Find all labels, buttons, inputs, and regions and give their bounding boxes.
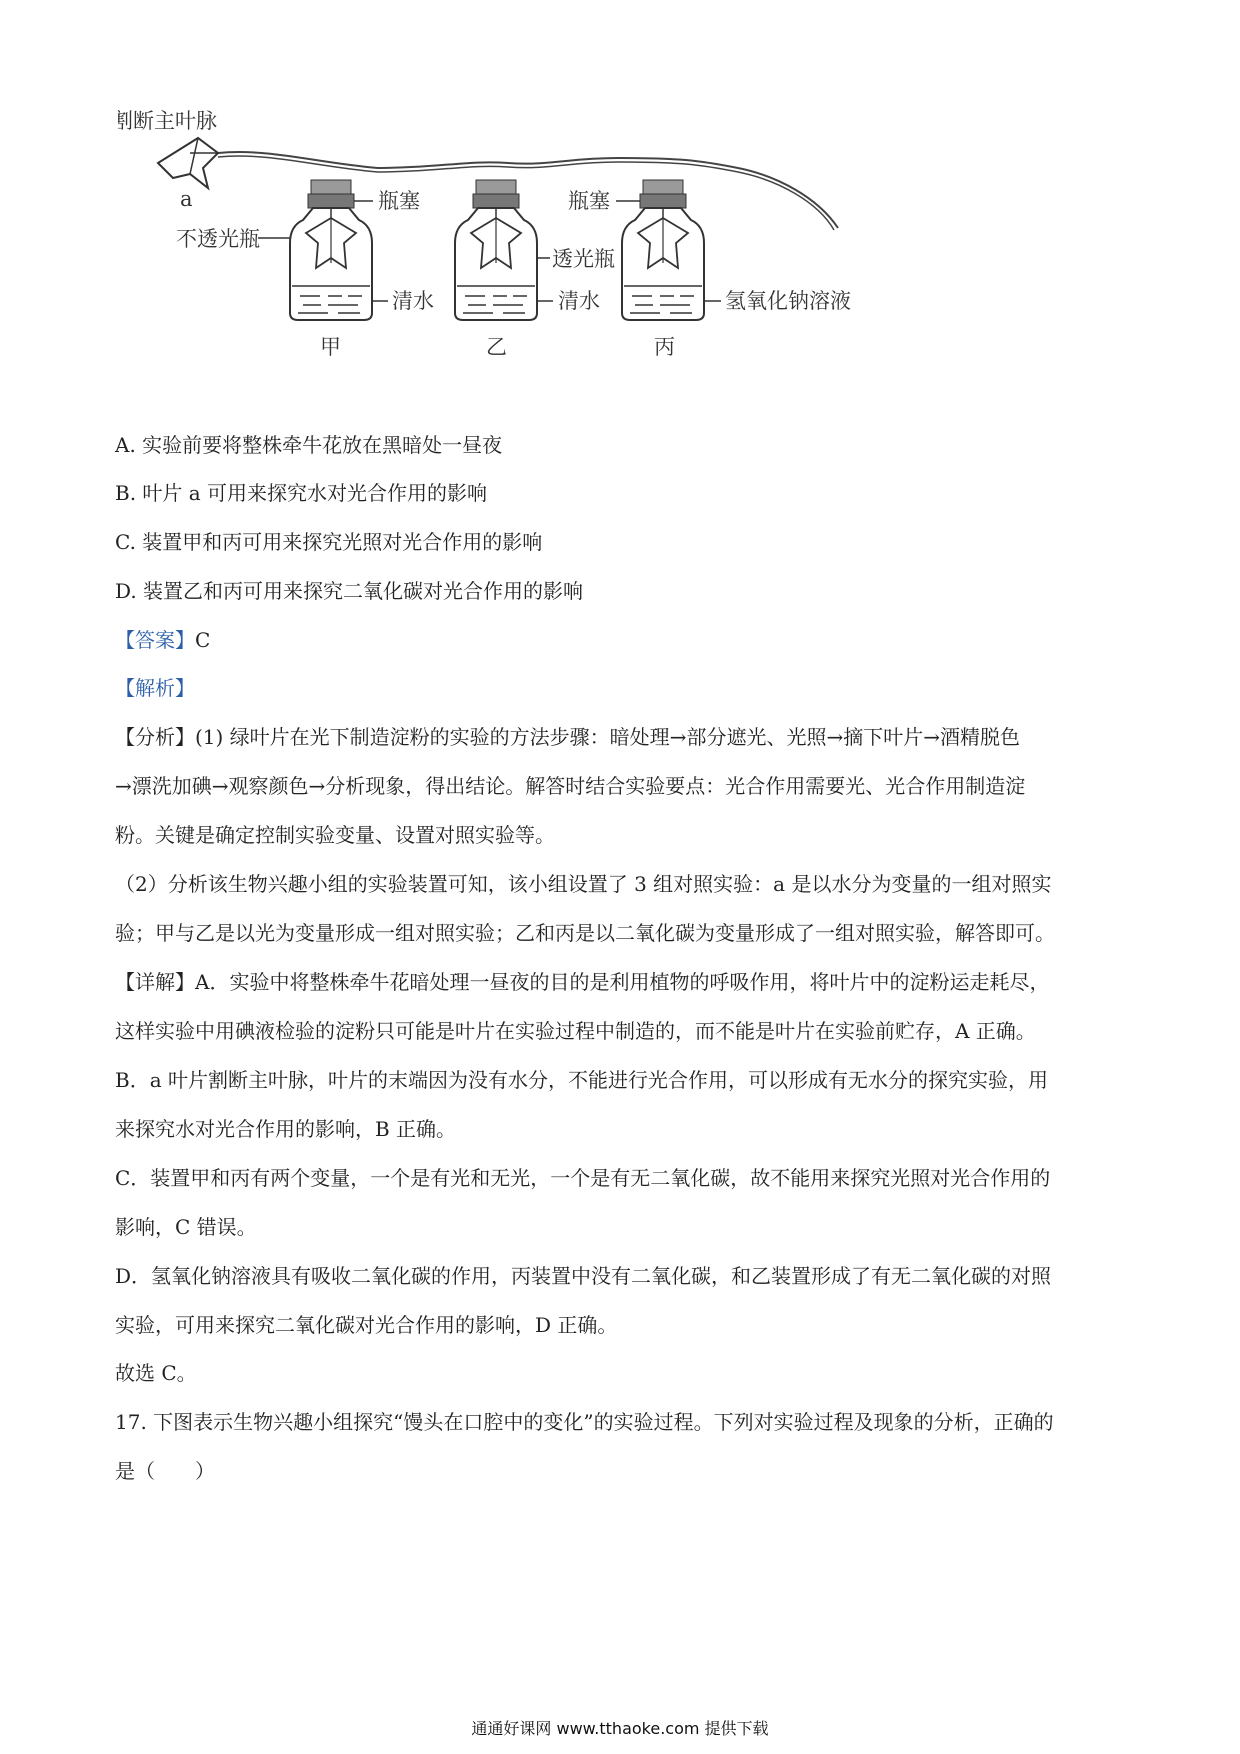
analysis-line-1: 【分析】(1) 绿叶片在光下制造淀粉的实验的方法步骤：暗处理→部分遮光、光照→摘下叶片→酒精脱色	[115, 725, 1020, 749]
analysis-line-4: （2）分析该生物兴趣小组的实验装置可知，该小组设置了 3 组对照实验：a 是以水分为变量的一组对照实	[115, 872, 1052, 896]
label-cut-vein: 割断主叶脉	[118, 109, 217, 133]
detail-line-3: B．a 叶片割断主叶脉，叶片的末端因为没有水分，不能进行光合作用，可以形成有无水分的探究实验，用	[115, 1068, 1048, 1092]
option-c: C. 装置甲和丙可用来探究光照对光合作用的影响	[115, 530, 543, 554]
conclusion-line: 故选 C。	[115, 1361, 197, 1385]
label-water-1: 清水	[392, 289, 434, 313]
analysis-line-3: 粉。关键是确定控制实验变量、设置对照实验等。	[115, 823, 555, 847]
answer-line	[115, 626, 1125, 654]
label-yi: 乙	[486, 335, 507, 359]
analysis-line-2: →漂洗加碘→观察颜色→分析现象，得出结论。解答时结合实验要点：光合作用需要光、光合作用制造淀	[115, 774, 1026, 798]
label-transparent-bottle: 透光瓶	[552, 247, 615, 271]
page-footer: 通通好课网 www.tthaoke.com 提供下载	[471, 1719, 769, 1738]
detail-line-6: 影响，C 错误。	[115, 1215, 257, 1239]
answer-value: C	[195, 628, 211, 652]
bottle-yi	[455, 180, 537, 320]
detail-line-4: 来探究水对光合作用的影响，B 正确。	[115, 1117, 457, 1141]
fenxi-tag: 【分析】	[115, 725, 195, 749]
option-a: A. 实验前要将整株牵牛花放在黑暗处一昼夜	[115, 433, 503, 457]
question-17-line-1: 17. 下图表示生物兴趣小组探究“馒头在口腔中的变化”的实验过程。下列对实验过程及现象的分析，正确的	[115, 1410, 1054, 1434]
answer-tag: 【答案】	[115, 628, 195, 652]
label-water-2: 清水	[558, 289, 600, 313]
analysis-line-5: 验；甲与乙是以光为变量形成一组对照实验；乙和丙是以二氧化碳为变量形成了一组对照实验，解答即可。	[115, 921, 1055, 945]
detail-line-2: 这样实验中用碘液检验的淀粉只可能是叶片在实验过程中制造的，而不能是叶片在实验前贮存，A 正确。	[115, 1019, 1036, 1043]
detail-line-1: 【详解】A．实验中将整株牵牛花暗处理一昼夜的目的是利用植物的呼吸作用，将叶片中的淀粉运走耗尽，	[115, 970, 1050, 994]
label-bing: 丙	[654, 335, 675, 359]
experiment-figure	[118, 108, 978, 408]
option-d: D. 装置乙和丙可用来探究二氧化碳对光合作用的影响	[115, 579, 584, 603]
label-stopper-1: 瓶塞	[378, 189, 420, 213]
xiangjie-tag: 【详解】	[115, 970, 195, 994]
label-leaf-a: a	[180, 187, 193, 211]
detail-line-7: D．氢氧化钠溶液具有吸收二氧化碳的作用，丙装置中没有二氧化碳，和乙装置形成了有无二氧化碳的对照	[115, 1264, 1052, 1288]
detail-line-5: C．装置甲和丙有两个变量，一个是有光和无光，一个是有无二氧化碳，故不能用来探究光照对光合作用的	[115, 1166, 1051, 1190]
bottle-apparatus-diagram	[118, 108, 978, 408]
option-b: B. 叶片 a 可用来探究水对光合作用的影响	[115, 481, 488, 505]
label-opaque-bottle: 不透光瓶	[176, 227, 260, 251]
leaf-a	[158, 138, 218, 188]
analysis-tag: 【解析】	[115, 676, 195, 700]
label-naoh: 氢氧化钠溶液	[725, 289, 851, 313]
detail-line-8: 实验，可用来探究二氧化碳对光合作用的影响，D 正确。	[115, 1313, 618, 1337]
label-jia: 甲	[320, 335, 341, 359]
label-stopper-2: 瓶塞	[568, 189, 610, 213]
question-17-line-2: 是（ ）	[115, 1459, 215, 1483]
